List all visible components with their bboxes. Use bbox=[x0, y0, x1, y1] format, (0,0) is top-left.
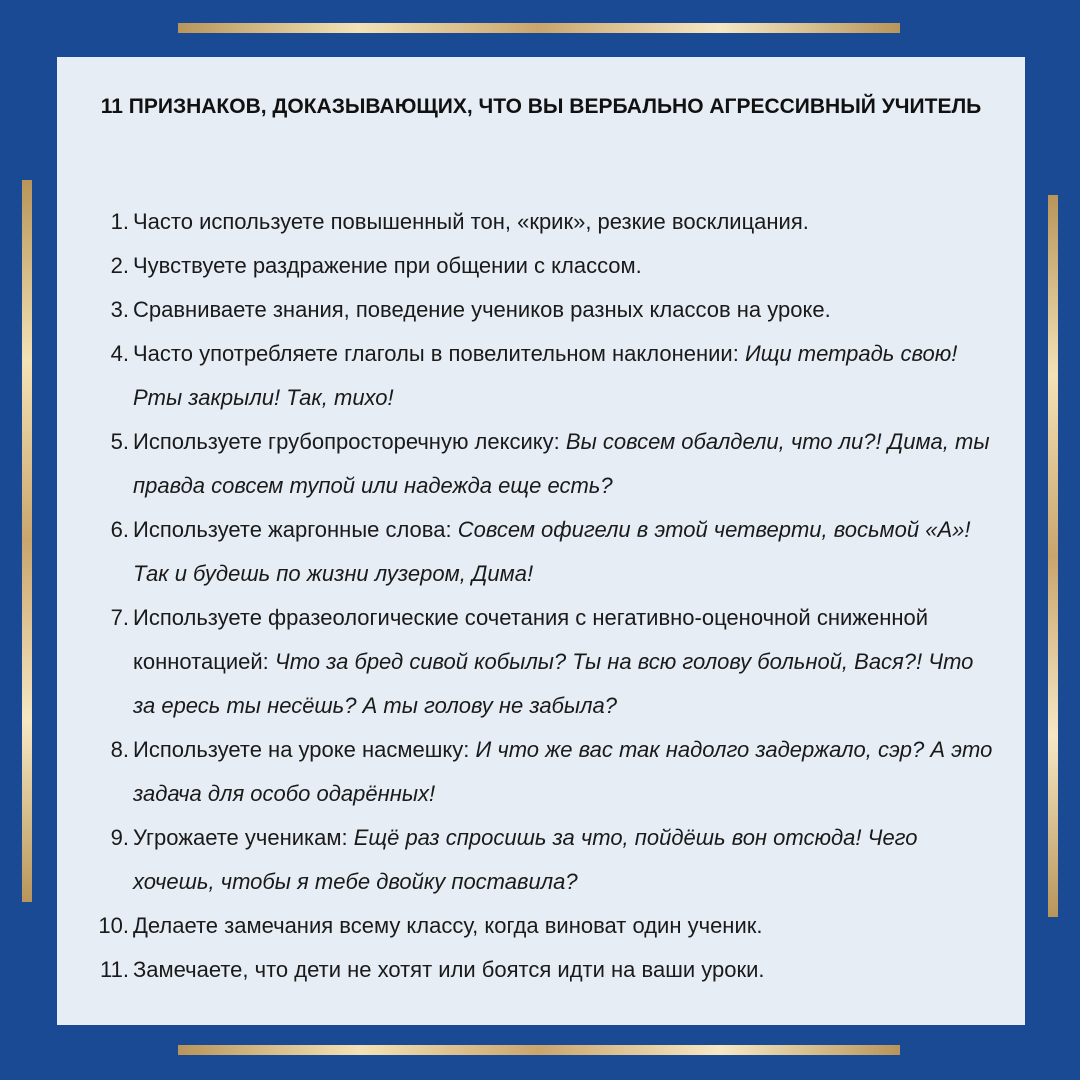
item-quote: Ещё раз спросишь за что, пойдёшь вон отсюда! Чего хочешь, чтобы я тебе двойку поставила? bbox=[133, 825, 918, 894]
list-item bbox=[57, 728, 1025, 816]
list-item bbox=[57, 420, 1025, 508]
gold-border-bottom bbox=[178, 1045, 900, 1055]
signs-list bbox=[57, 200, 1025, 992]
list-item bbox=[57, 816, 1025, 904]
item-text: Используете фразеологические сочетания с негативно-оценочной сниженной коннотацией: bbox=[133, 605, 929, 674]
list-item bbox=[57, 200, 1025, 244]
item-quote: Вы совсем обалдели, что ли?! Дима, ты правда совсем тупой или надежда еще есть? bbox=[133, 429, 990, 498]
item-number: 5. bbox=[110, 429, 129, 454]
list-item bbox=[57, 244, 1025, 288]
item-number: 6. bbox=[110, 517, 129, 542]
list-item bbox=[57, 288, 1025, 332]
item-text: Часто используете повышенный тон, «крик», резкие восклицания. bbox=[133, 209, 809, 234]
item-text: Сравниваете знания, поведение учеников разных классов на уроке. bbox=[133, 297, 831, 322]
item-number: 11. bbox=[100, 957, 129, 982]
item-quote: Что за бред сивой кобылы? Ты на всю голову больной, Вася?! Что за ересь ты несёшь? А ты голову не забыла? bbox=[133, 649, 974, 718]
item-text: Угрожаете ученикам: bbox=[133, 825, 354, 850]
item-text: Чувствуете раздражение при общении с классом. bbox=[133, 253, 642, 278]
gold-border-right bbox=[1048, 195, 1058, 917]
list-item bbox=[57, 948, 1025, 992]
item-text: Используете грубопросторечную лексику: bbox=[133, 429, 566, 454]
gold-border-left bbox=[22, 180, 32, 902]
item-number: 7. bbox=[110, 605, 129, 630]
item-number: 1. bbox=[110, 209, 129, 234]
item-text: Используете на уроке насмешку: bbox=[133, 737, 476, 762]
item-text: Замечаете, что дети не хотят или боятся идти на ваши уроки. bbox=[133, 957, 765, 982]
item-text: Используете жаргонные слова: bbox=[133, 517, 458, 542]
item-text: Делаете замечания всему классу, когда виноват один ученик. bbox=[133, 913, 763, 938]
item-number: 4. bbox=[110, 341, 129, 366]
list-item bbox=[57, 332, 1025, 420]
item-number: 2. bbox=[110, 253, 129, 278]
page-title: 11 ПРИЗНАКОВ, ДОКАЗЫВАЮЩИХ, ЧТО ВЫ ВЕРБАЛЬНО АГРЕССИВНЫЙ УЧИТЕЛЬ bbox=[100, 95, 982, 118]
item-number: 3. bbox=[110, 297, 129, 322]
list-item bbox=[57, 508, 1025, 596]
item-number: 10. bbox=[98, 913, 129, 938]
item-quote: Совсем офигели в этой четверти, восьмой «А»! Так и будешь по жизни лузером, Дима! bbox=[133, 517, 971, 586]
item-quote: И что же вас так надолго задержало, сэр? А это задача для особо одарённых! bbox=[133, 737, 993, 806]
item-quote: Ищи тетрадь свою! Рты закрыли! Так, тихо! bbox=[133, 341, 958, 410]
item-number: 9. bbox=[110, 825, 129, 850]
content-card bbox=[57, 57, 1025, 1025]
list-item bbox=[57, 904, 1025, 948]
list-item bbox=[57, 596, 1025, 728]
item-number: 8. bbox=[110, 737, 129, 762]
item-text: Часто употребляете глаголы в повелительном наклонении: bbox=[133, 341, 745, 366]
gold-border-top bbox=[178, 23, 900, 33]
